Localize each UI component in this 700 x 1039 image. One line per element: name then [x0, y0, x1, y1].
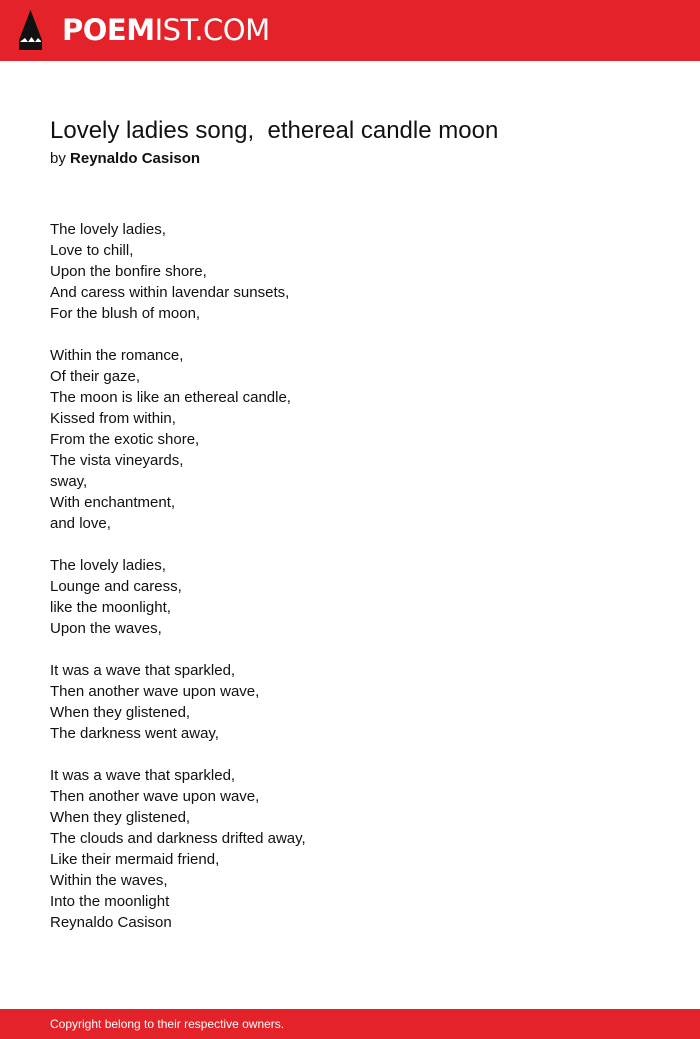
poem-line: Then another wave upon wave,: [50, 683, 260, 700]
poem-stanza: [50, 660, 650, 744]
poem-line: For the blush of moon,: [50, 305, 201, 322]
poem-line: Then another wave upon wave,: [50, 788, 260, 805]
logo-text-strong: POEM: [62, 13, 155, 47]
poem-line: Kissed from within,: [50, 410, 176, 427]
poem-line: Of their gaze,: [50, 368, 141, 385]
poem-line: Upon the bonfire shore,: [50, 263, 207, 280]
site-footer: [0, 1009, 700, 1039]
poem-line: Within the romance,: [50, 347, 184, 364]
poem-line: It was a wave that sparkled,: [50, 767, 236, 784]
byline: [50, 149, 200, 169]
poem-stanza: [50, 555, 650, 639]
site-header: [0, 0, 700, 61]
poem-line: The clouds and darkness drifted away,: [50, 830, 306, 847]
author-name: Reynaldo Casison: [70, 150, 201, 167]
poem-line: When they glistened,: [50, 809, 191, 826]
poem-line: Like their mermaid friend,: [50, 851, 220, 868]
poem-body: [50, 219, 650, 954]
poem-line: The lovely ladies,: [50, 557, 166, 574]
poem-line: sway,: [50, 473, 88, 490]
poem-line: And caress within lavendar sunsets,: [50, 284, 290, 301]
poem-line: The darkness went away,: [50, 725, 219, 742]
copyright-notice: Copyright belong to their respective owners.: [50, 1017, 285, 1031]
poem-line: With enchantment,: [50, 494, 176, 511]
poem-line: Love to chill,: [50, 242, 134, 259]
poem-stanza: [50, 765, 650, 933]
site-logo[interactable]: [62, 12, 270, 48]
poem-line: Upon the waves,: [50, 620, 162, 637]
poem-line: When they glistened,: [50, 704, 191, 721]
poem-line: like the moonlight,: [50, 599, 171, 616]
poem-line: The lovely ladies,: [50, 221, 166, 238]
pencil-tip-icon[interactable]: [17, 9, 44, 51]
logo-text-light: IST.COM: [154, 13, 270, 47]
poem-title: Lovely ladies song, ethereal candle moon: [50, 117, 499, 144]
poem-line: Within the waves,: [50, 872, 168, 889]
byline-prefix: by: [50, 150, 66, 167]
poem-line: Lounge and caress,: [50, 578, 182, 595]
poem-line: It was a wave that sparkled,: [50, 662, 236, 679]
poem-line: From the exotic shore,: [50, 431, 200, 448]
poem-line: Reynaldo Casison: [50, 914, 172, 931]
poem-stanza: [50, 345, 650, 534]
poem-line: Into the moonlight: [50, 893, 170, 910]
poem-line: The vista vineyards,: [50, 452, 184, 469]
poem-line: and love,: [50, 515, 111, 532]
poem-stanza: [50, 219, 650, 324]
poem-line: The moon is like an ethereal candle,: [50, 389, 291, 406]
